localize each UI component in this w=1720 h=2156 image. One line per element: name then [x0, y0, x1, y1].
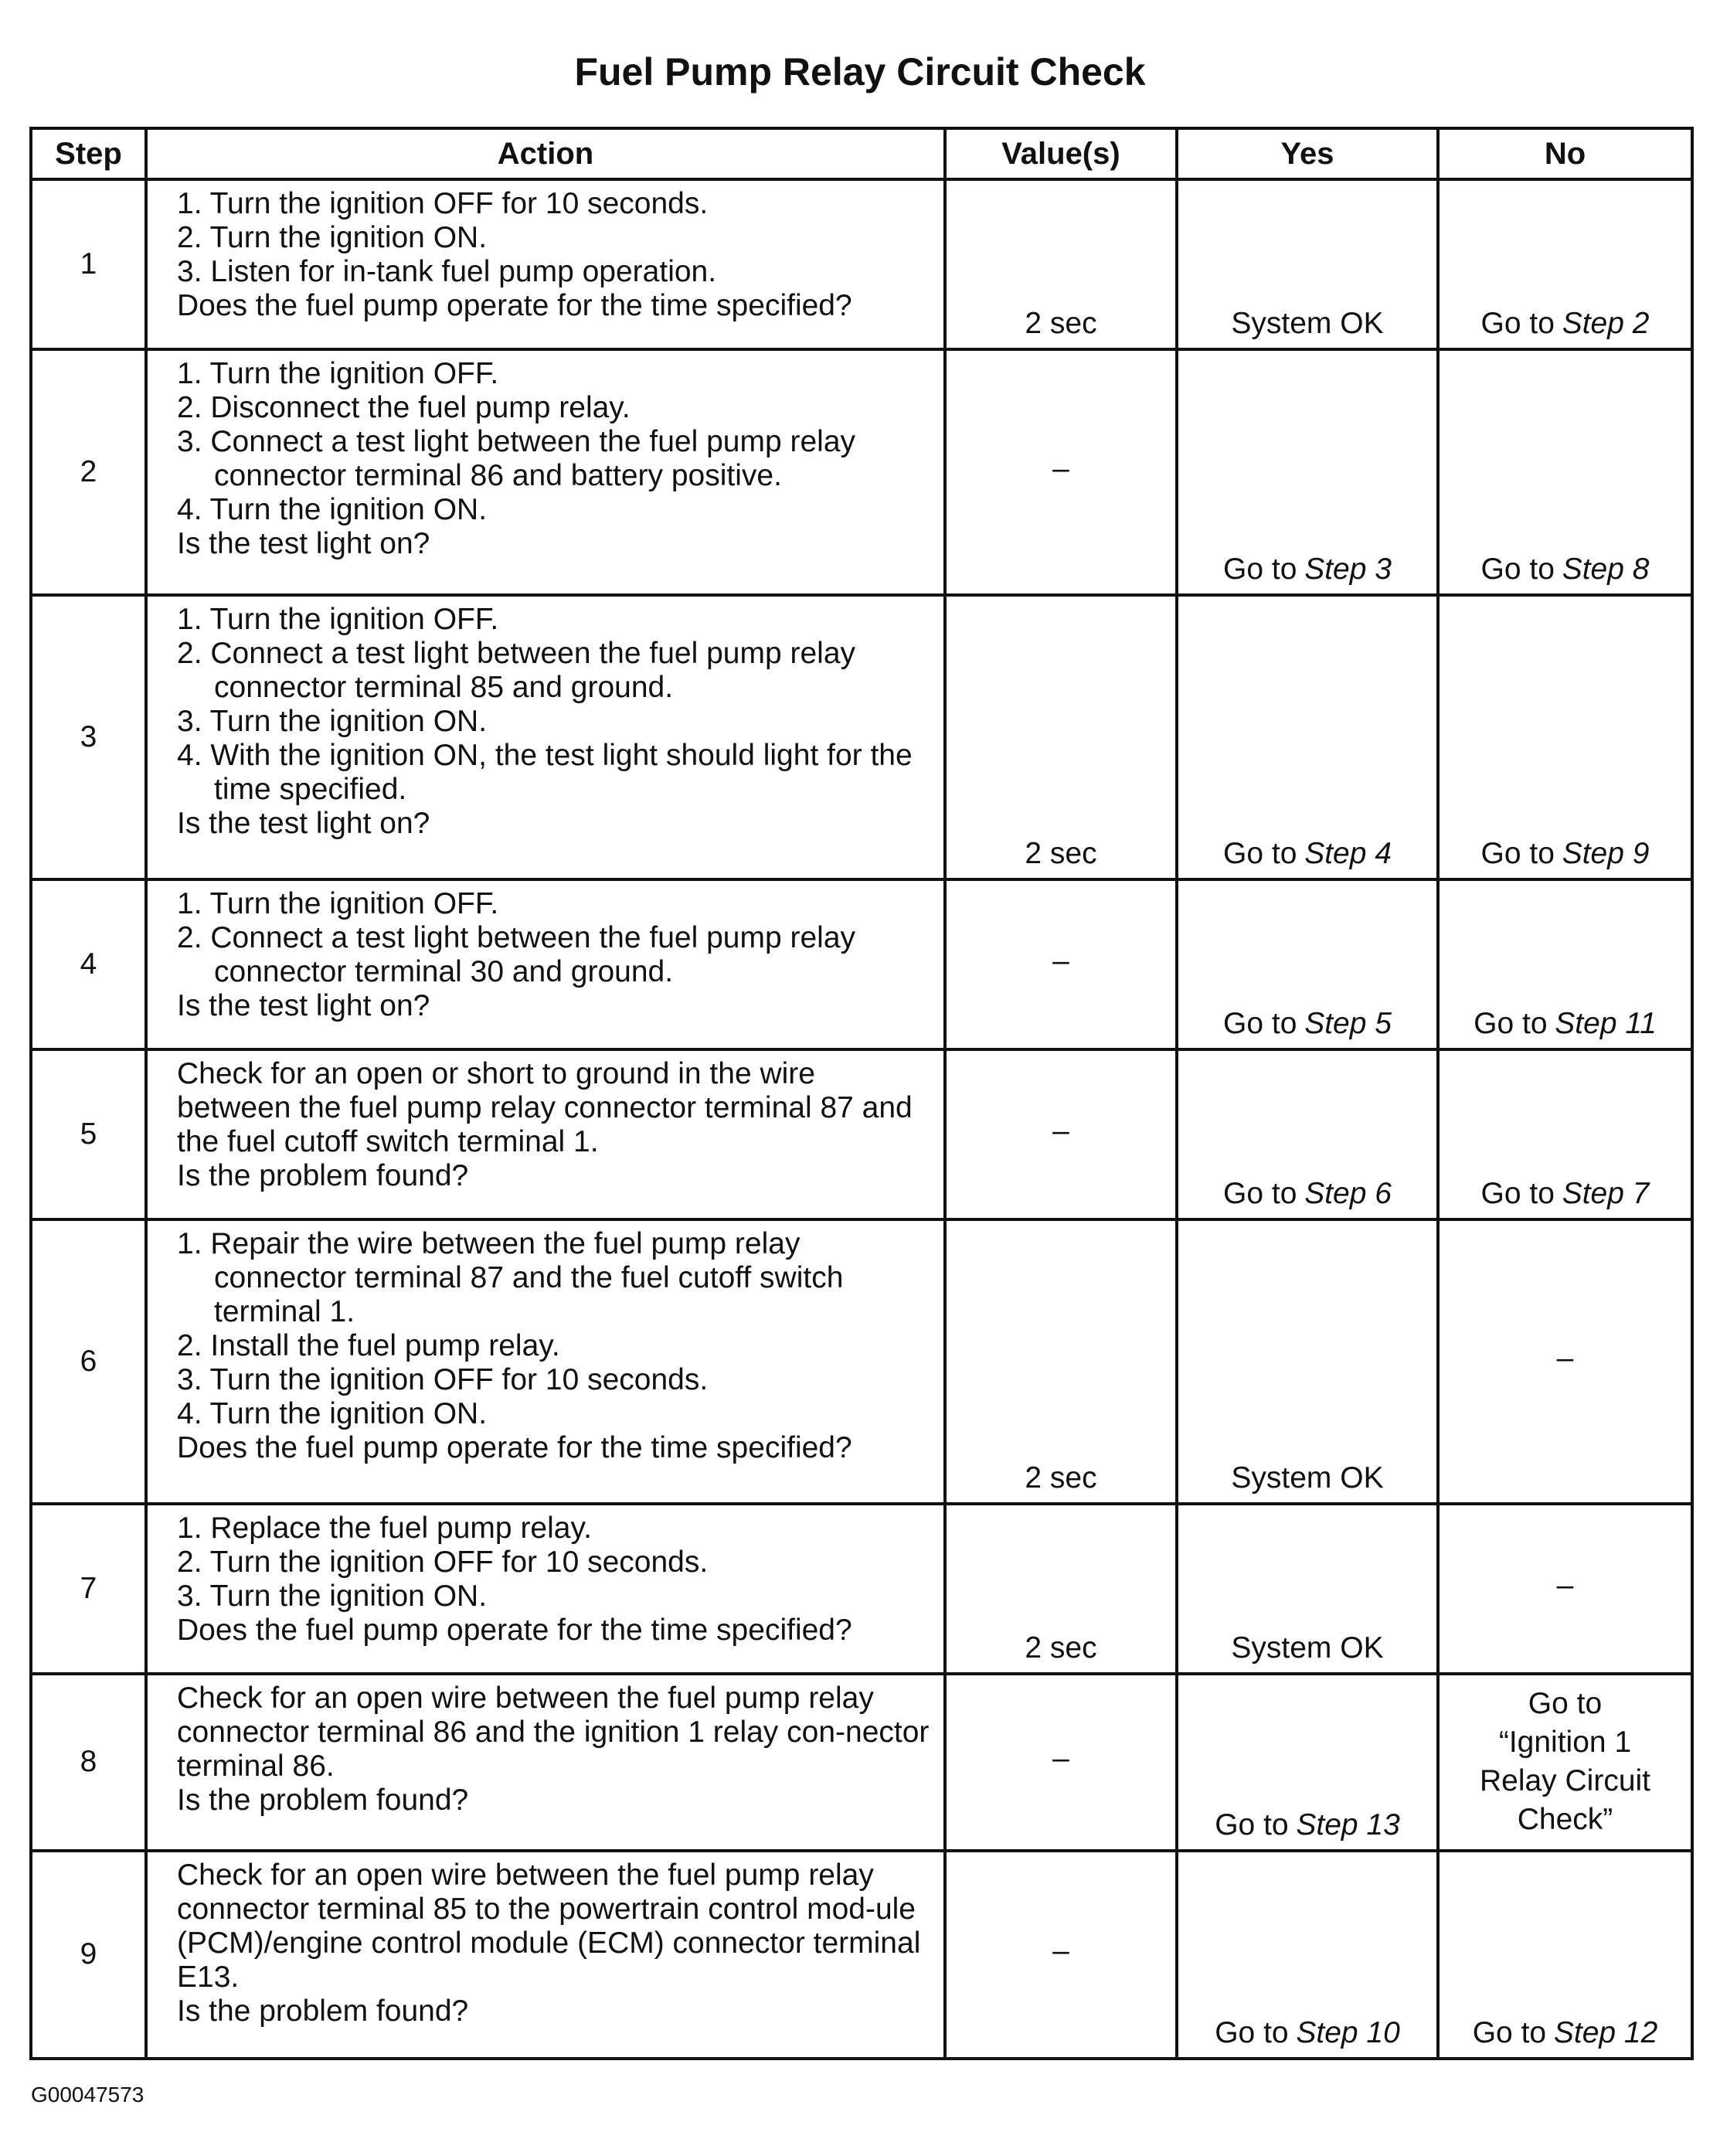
no-line: Go to	[1528, 1687, 1603, 1721]
action-description: Check for an open or short to ground in the wire between the fuel pump relay connector terminal 87 and the fuel cutoff switch terminal 1.	[177, 1057, 913, 1159]
header-action: Action	[146, 128, 945, 179]
yes-goto-label: Go to	[1223, 553, 1297, 587]
yes-goto-step: Step 6	[1304, 1177, 1392, 1211]
table-body	[31, 179, 1692, 2059]
yes-cell	[1177, 879, 1438, 1049]
action-question: Does the fuel pump operate for the time specified?	[177, 1614, 852, 1648]
value-cell: –	[945, 879, 1177, 1049]
yes-goto-label: Go to	[1215, 2016, 1289, 2049]
no-goto-label: Go to	[1480, 1177, 1555, 1211]
action-step-item: 4. Turn the ignition ON.	[177, 492, 488, 526]
value-cell: 2 sec	[945, 179, 1177, 349]
action-cell	[146, 1851, 945, 2059]
value-cell: –	[945, 1851, 1177, 2059]
value-cell: –	[945, 1049, 1177, 1219]
yes-goto-step: Step 10	[1296, 2016, 1400, 2049]
no-goto-step: Step 2	[1562, 306, 1650, 340]
no-cell: –	[1438, 1219, 1692, 1504]
action-step-item: 3. Connect a test light between the fuel pump relay connector terminal 86 and battery positive.	[177, 424, 856, 492]
yes-cell	[1177, 349, 1438, 596]
no-goto-step: Step 12	[1553, 2016, 1658, 2049]
table-row	[31, 1219, 1692, 1504]
table-row	[31, 179, 1692, 349]
yes-cell: System OK	[1177, 1504, 1438, 1674]
action-step-item: 3. Listen for in-tank fuel pump operation.	[177, 255, 717, 288]
yes-goto-label: Go to	[1223, 837, 1297, 871]
value-cell: –	[945, 349, 1177, 596]
no-cell	[1438, 1851, 1692, 2059]
action-step-item: 2. Disconnect the fuel pump relay.	[177, 390, 631, 424]
action-cell	[146, 1504, 945, 1674]
table-header-row	[31, 128, 1692, 179]
header-values: Value(s)	[945, 128, 1177, 179]
no-goto-label: Go to	[1480, 306, 1555, 340]
action-step-item: 2. Turn the ignition ON.	[177, 221, 488, 254]
yes-cell	[1177, 1049, 1438, 1219]
yes-cell	[1177, 1851, 1438, 2059]
no-cell	[1438, 1674, 1692, 1851]
no-goto-label: Go to	[1474, 1007, 1548, 1041]
action-description: Check for an open wire between the fuel pump relay connector terminal 85 to the powertrain control mod-ule (PCM)/engine control module (ECM) connector terminal E13.	[177, 1858, 921, 1994]
action-question: Is the test light on?	[177, 989, 430, 1023]
yes-goto-label: Go to	[1215, 1807, 1289, 1841]
yes-goto-step: Step 13	[1296, 1807, 1400, 1841]
value-cell: –	[945, 1674, 1177, 1851]
step-number: 9	[31, 1851, 146, 2059]
no-cell: –	[1438, 1504, 1692, 1674]
action-question: Is the problem found?	[177, 1994, 469, 2028]
action-cell	[146, 1219, 945, 1504]
step-number: 7	[31, 1504, 146, 1674]
action-step-item: 3. Turn the ignition ON.	[177, 705, 488, 739]
yes-goto-step: Step 3	[1304, 553, 1392, 587]
no-cell	[1438, 179, 1692, 349]
step-number: 2	[31, 349, 146, 596]
table-row	[31, 1674, 1692, 1851]
action-step-item: 2. Install the fuel pump relay.	[177, 1329, 560, 1363]
action-description: Check for an open wire between the fuel pump relay connector terminal 86 and the ignition 1 relay con-nector terminal 86.	[177, 1681, 930, 1783]
no-goto-step: Step 7	[1562, 1177, 1650, 1211]
action-step-item: 1. Replace the fuel pump relay.	[177, 1512, 592, 1546]
header-yes: Yes	[1177, 128, 1438, 179]
step-number: 5	[31, 1049, 146, 1219]
action-step-item: 1. Repair the wire between the fuel pump relay connector terminal 87 and the fuel cutoff switch terminal 1.	[177, 1227, 844, 1329]
step-number: 1	[31, 179, 146, 349]
step-number: 6	[31, 1219, 146, 1504]
action-cell	[146, 879, 945, 1049]
action-cell	[146, 1674, 945, 1851]
value-cell: 2 sec	[945, 1219, 1177, 1504]
table-row	[31, 1049, 1692, 1219]
no-goto-step: Step 8	[1562, 553, 1650, 587]
action-question: Does the fuel pump operate for the time specified?	[177, 289, 852, 322]
step-number: 8	[31, 1674, 146, 1851]
circuit-check-table	[29, 127, 1694, 2060]
yes-goto-label: Go to	[1223, 1007, 1297, 1041]
action-cell	[146, 1049, 945, 1219]
value-cell: 2 sec	[945, 595, 1177, 879]
action-question: Is the test light on?	[177, 526, 430, 560]
header-step: Step	[31, 128, 146, 179]
yes-goto-step: Step 4	[1304, 837, 1392, 871]
action-question: Is the test light on?	[177, 807, 430, 841]
table-row	[31, 349, 1692, 596]
table-row	[31, 595, 1692, 879]
table-row	[31, 1851, 1692, 2059]
page-title: Fuel Pump Relay Circuit Check	[574, 50, 1146, 94]
step-number: 3	[31, 595, 146, 879]
action-step-item: 2. Connect a test light between the fuel pump relay connector terminal 85 and ground.	[177, 637, 856, 705]
action-question: Is the problem found?	[177, 1159, 469, 1193]
no-line: “Ignition 1	[1498, 1726, 1632, 1760]
no-cell	[1438, 349, 1692, 596]
action-cell	[146, 595, 945, 879]
yes-goto-step: Step 5	[1304, 1007, 1392, 1041]
no-goto-label: Go to	[1480, 837, 1555, 871]
action-cell	[146, 349, 945, 596]
yes-cell	[1177, 595, 1438, 879]
action-cell	[146, 179, 945, 349]
no-cell	[1438, 1049, 1692, 1219]
no-line: Relay Circuit	[1479, 1764, 1651, 1798]
action-step-item: 4. Turn the ignition ON.	[177, 1397, 488, 1431]
no-cell	[1438, 595, 1692, 879]
action-step-item: 1. Turn the ignition OFF.	[177, 603, 499, 637]
action-question: Is the problem found?	[177, 1783, 469, 1817]
action-step-item: 4. With the ignition ON, the test light should light for the time specified.	[177, 739, 913, 807]
action-step-item: 1. Turn the ignition OFF.	[177, 356, 499, 390]
no-line: Check”	[1517, 1803, 1613, 1837]
no-goto-label: Go to	[1472, 2016, 1547, 2049]
yes-cell: System OK	[1177, 179, 1438, 349]
header-no: No	[1438, 128, 1692, 179]
no-goto-step: Step 9	[1562, 837, 1650, 871]
no-goto-label: Go to	[1480, 553, 1555, 587]
no-cell	[1438, 879, 1692, 1049]
yes-goto-label: Go to	[1223, 1177, 1297, 1211]
action-step-item: 2. Connect a test light between the fuel pump relay connector terminal 30 and ground.	[177, 921, 856, 989]
action-step-item: 2. Turn the ignition OFF for 10 seconds.	[177, 1546, 709, 1580]
table-row	[31, 879, 1692, 1049]
step-number: 4	[31, 879, 146, 1049]
action-step-item: 3. Turn the ignition ON.	[177, 1580, 488, 1614]
action-step-item: 1. Turn the ignition OFF.	[177, 887, 499, 921]
action-step-item: 1. Turn the ignition OFF for 10 seconds.	[177, 187, 709, 220]
no-goto-step: Step 11	[1555, 1007, 1657, 1041]
action-step-item: 3. Turn the ignition OFF for 10 seconds.	[177, 1363, 709, 1397]
action-question: Does the fuel pump operate for the time specified?	[177, 1431, 852, 1465]
table-row	[31, 1504, 1692, 1674]
figure-id: G00047573	[31, 2083, 144, 2107]
yes-cell: System OK	[1177, 1219, 1438, 1504]
value-cell: 2 sec	[945, 1504, 1177, 1674]
yes-cell	[1177, 1674, 1438, 1851]
